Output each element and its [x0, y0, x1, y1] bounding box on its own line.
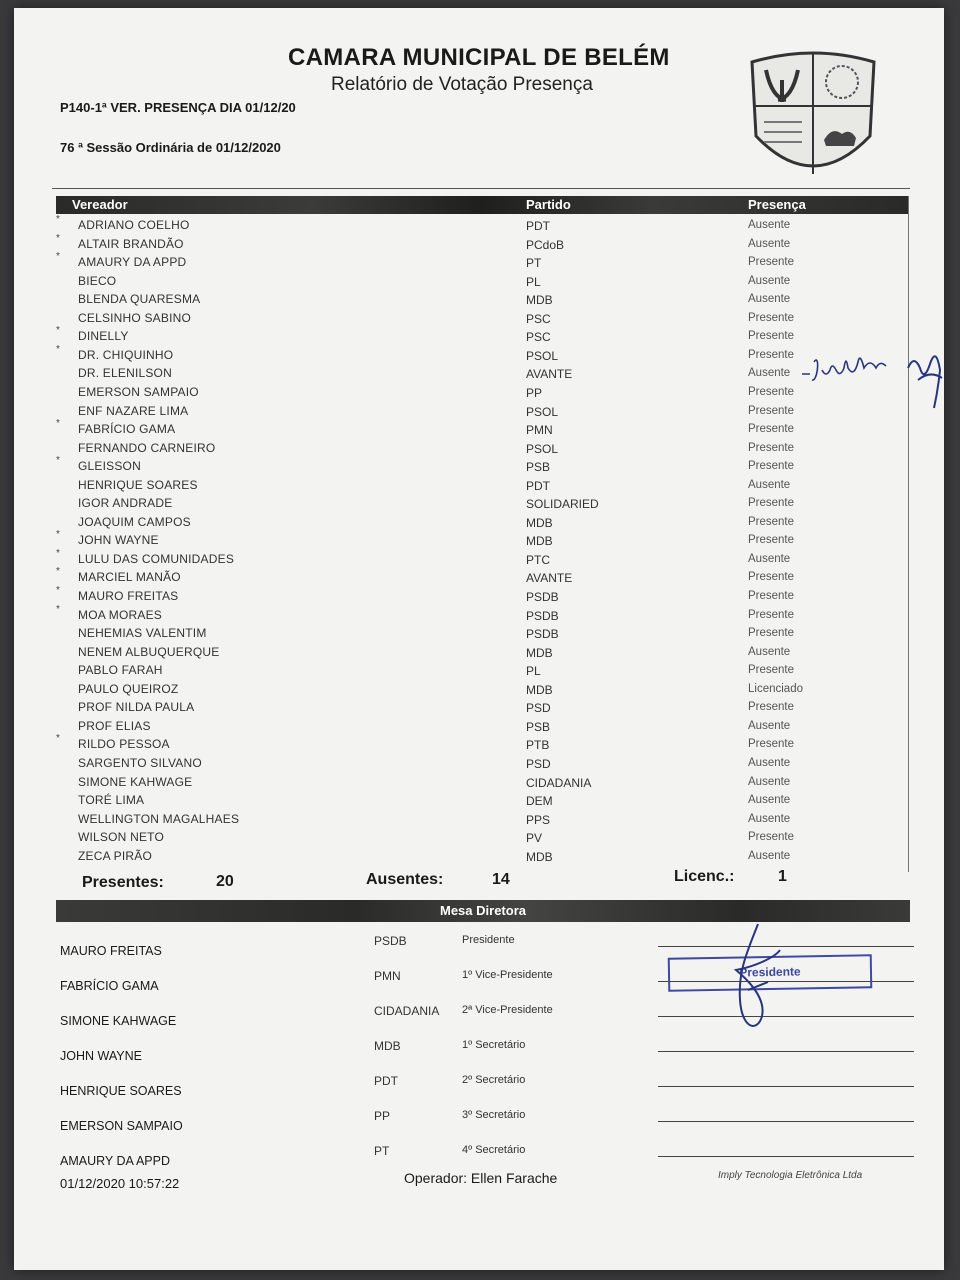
presence-status: Ausente	[748, 849, 791, 862]
party-cell: DEM	[526, 794, 553, 809]
presence-status: Presente	[748, 311, 795, 324]
table-row	[56, 420, 908, 438]
presence-status: Presente	[748, 404, 795, 417]
party-cell: SOLIDARIED	[526, 497, 599, 512]
party-cell: MDB	[526, 534, 553, 549]
vereador-name: FERNANDO CARNEIRO	[78, 440, 216, 455]
mesa-member-name: JOHN WAYNE	[60, 1049, 142, 1063]
party-cell: PSB	[526, 719, 551, 734]
table-row	[56, 457, 908, 475]
table-row	[56, 290, 908, 308]
presence-status: Ausente	[748, 552, 791, 565]
report-datetime: 01/12/2020 10:57:22	[60, 1176, 180, 1191]
ausentes-label: Ausentes:	[366, 871, 444, 888]
document-title: CAMARA MUNICIPAL DE BELÉM	[288, 44, 670, 71]
mesa-member-name: HENRIQUE SOARES	[60, 1084, 182, 1098]
presentes-count: 20	[216, 873, 234, 890]
presence-status: Presente	[748, 497, 795, 510]
row-marker: *	[56, 733, 60, 745]
mesa-member-party: PT	[374, 1144, 390, 1158]
mesa-member-party: PMN	[374, 969, 401, 983]
party-cell: PSC	[526, 311, 551, 326]
presence-status: Ausente	[748, 219, 791, 231]
table-row	[56, 364, 908, 382]
row-marker: *	[56, 603, 60, 615]
party-cell: PTB	[526, 738, 550, 753]
presence-status: Presente	[748, 701, 795, 714]
presence-status: Presente	[748, 385, 795, 398]
table-row	[56, 680, 908, 698]
vereador-name: NEHEMIAS VALENTIM	[78, 626, 207, 641]
row-marker: *	[56, 418, 60, 430]
presence-status: Presente	[748, 534, 795, 547]
vereador-name: NENEM ALBUQUERQUE	[78, 644, 220, 659]
party-cell: PSOL	[526, 348, 559, 363]
table-row	[56, 494, 908, 512]
party-cell: PL	[526, 274, 541, 289]
report-code: P140-1ª VER. PRESENÇA DIA 01/12/20	[60, 100, 296, 115]
party-cell: PL	[526, 664, 541, 679]
table-row	[56, 717, 908, 735]
vereador-name: ENF NAZARE LIMA	[78, 403, 189, 418]
president-stamp: Presidente	[668, 954, 873, 992]
presence-status: Presente	[748, 608, 795, 621]
presence-status: Presente	[748, 627, 795, 640]
party-cell: PSB	[526, 460, 551, 475]
vereador-name: PAULO QUEIROZ	[78, 681, 179, 696]
presence-status: Ausente	[748, 719, 791, 732]
party-cell: PDT	[526, 478, 550, 493]
operator-name: Operador: Ellen Farache	[404, 1170, 558, 1186]
presence-status: Ausente	[748, 274, 791, 287]
totals-bar	[60, 868, 912, 896]
presence-status: Presente	[748, 738, 795, 751]
session-title: 76 ª Sessão Ordinária de 01/12/2020	[60, 140, 281, 155]
vereador-name: DR. ELENILSON	[78, 366, 172, 381]
mesa-member-role: 1º Secretário	[462, 1039, 526, 1051]
vereador-name: WELLINGTON MAGALHAES	[78, 811, 240, 826]
mesa-member-role: 4º Secretário	[462, 1144, 526, 1156]
presence-status: Ausente	[748, 775, 791, 788]
mesa-member-role: 1º Vice-Presidente	[462, 969, 553, 981]
vereador-name: EMERSON SAMPAIO	[78, 384, 199, 399]
row-marker: *	[56, 343, 60, 355]
table-right-rule	[908, 196, 909, 872]
party-cell: PSDB	[526, 590, 559, 604]
presence-status: Presente	[748, 664, 795, 677]
signature-line	[658, 1121, 914, 1122]
table-row	[56, 272, 908, 290]
vereador-name: ALTAIR BRANDÃO	[78, 236, 184, 251]
presence-status: Presente	[748, 256, 795, 269]
party-cell: CIDADANIA	[526, 775, 592, 790]
presence-status: Presente	[748, 831, 795, 844]
row-marker: *	[56, 529, 60, 541]
vereador-name: SIMONE KAHWAGE	[78, 774, 193, 789]
table-row	[56, 327, 908, 345]
handwritten-signature-icon	[718, 920, 788, 1040]
presence-status: Presente	[748, 423, 795, 436]
table-row	[56, 383, 908, 401]
signature-line	[658, 1156, 914, 1157]
presence-status: Presente	[748, 441, 795, 454]
party-cell: PSOL	[526, 441, 559, 456]
table-row	[56, 513, 908, 531]
table-row	[56, 476, 908, 494]
party-cell: MDB	[526, 849, 553, 864]
vereador-name: RILDO PESSOA	[78, 737, 170, 752]
party-cell: PSD	[526, 756, 551, 771]
mesa-member-name: AMAURY DA APPD	[60, 1154, 170, 1168]
presence-status: Licenciado	[748, 682, 803, 695]
party-cell: PT	[526, 256, 542, 271]
vereador-name: JOAQUIM CAMPOS	[78, 514, 191, 529]
column-header-vereador: Vereador	[72, 197, 128, 212]
party-cell: PSDB	[526, 608, 559, 623]
table-row	[56, 735, 908, 753]
vereador-name: DINELLY	[78, 329, 129, 344]
table-row	[56, 754, 908, 772]
party-cell: PP	[526, 385, 543, 400]
vendor-credit: Imply Tecnologia Eletrônica Ltda	[718, 1170, 863, 1181]
signature-line	[658, 1086, 914, 1087]
mesa-member-name: EMERSON SAMPAIO	[60, 1119, 183, 1133]
presence-status: Presente	[748, 515, 795, 528]
mesa-member-role: Presidente	[462, 934, 515, 946]
table-row	[56, 810, 908, 828]
vereador-name: MOA MORAES	[78, 607, 163, 622]
signature-line	[658, 1051, 914, 1052]
vereador-name: WILSON NETO	[78, 830, 164, 845]
table-row	[56, 343, 908, 364]
presence-status: Ausente	[748, 794, 791, 807]
row-marker: *	[56, 325, 60, 337]
vereador-name: BIECO	[78, 273, 117, 288]
mesa-member-party: PSDB	[374, 934, 407, 948]
party-cell: PSDB	[526, 627, 559, 642]
presence-status: Presente	[748, 590, 795, 602]
party-cell: PV	[526, 831, 543, 846]
table-row	[56, 568, 908, 586]
table-row	[56, 587, 908, 605]
row-marker: *	[56, 547, 60, 559]
table-row	[56, 791, 908, 809]
party-cell: AVANTE	[526, 571, 573, 586]
vereador-name: TORÉ LIMA	[78, 793, 145, 808]
party-cell: PPS	[526, 812, 551, 827]
mesa-member-name: FABRÍCIO GAMA	[60, 979, 159, 993]
vereador-name: ADRIANO COELHO	[78, 218, 190, 232]
vereador-name: MAURO FREITAS	[78, 589, 179, 603]
vereador-name: MARCIEL MANÃO	[78, 570, 181, 585]
coat-of-arms-icon	[742, 46, 884, 186]
vereador-name: PROF ELIAS	[78, 718, 151, 733]
table-row	[56, 773, 908, 791]
vereador-name: HENRIQUE SOARES	[78, 477, 198, 492]
party-cell: PSOL	[526, 404, 559, 419]
table-row	[56, 309, 908, 327]
vereador-name: SARGENTO SILVANO	[78, 755, 202, 770]
row-marker: *	[56, 214, 60, 225]
presence-status: Ausente	[748, 756, 791, 769]
party-cell: PMN	[526, 423, 553, 438]
presence-status: Presente	[748, 330, 795, 343]
presentes-label: Presentes:	[82, 874, 164, 891]
column-header-presenca: Presença	[748, 197, 806, 212]
mesa-diretora-header: Mesa Diretora	[56, 900, 910, 922]
attendance-table-header	[56, 196, 908, 214]
table-row	[56, 232, 908, 253]
vereador-name: GLEISSON	[78, 459, 141, 474]
vereador-name: PROF NILDA PAULA	[78, 700, 195, 715]
table-row	[56, 547, 908, 568]
mesa-member-row	[56, 1074, 916, 1108]
party-cell: MDB	[526, 682, 553, 697]
party-cell: MDB	[526, 645, 553, 660]
party-cell: MDB	[526, 515, 553, 530]
vereador-name: AMAURY DA APPD	[78, 255, 187, 270]
vereador-name: JOHN WAYNE	[78, 533, 159, 548]
document-subtitle: Relatório de Votação Presença	[331, 74, 593, 95]
table-top-rule	[52, 188, 910, 189]
table-row	[56, 828, 908, 846]
vereador-name: CELSINHO SABINO	[78, 310, 192, 325]
mesa-member-name: SIMONE KAHWAGE	[60, 1014, 177, 1028]
mesa-member-role: 3º Secretário	[462, 1109, 526, 1121]
table-row	[56, 402, 908, 420]
presence-status: Ausente	[748, 812, 791, 825]
table-row	[56, 698, 908, 716]
mesa-member-row	[56, 1109, 916, 1143]
presence-status: Presente	[748, 571, 795, 584]
presence-status: Presente	[748, 460, 795, 473]
presence-status: Ausente	[748, 478, 791, 491]
presence-status: Presente	[748, 348, 795, 361]
vereador-name: PABLO FARAH	[78, 663, 163, 678]
mesa-member-party: CIDADANIA	[374, 1004, 440, 1018]
party-cell: PCdoB	[526, 237, 565, 252]
table-row	[56, 624, 908, 642]
licenc-count: 1	[778, 868, 787, 885]
mesa-member-role: 2ª Vice-Presidente	[462, 1004, 553, 1016]
row-marker: *	[56, 566, 60, 578]
row-marker: *	[56, 251, 60, 263]
column-header-partido: Partido	[526, 197, 571, 212]
table-row	[56, 603, 908, 624]
vereador-name: ZECA PIRÃO	[78, 848, 153, 863]
mesa-member-party: PP	[374, 1109, 391, 1123]
table-row	[56, 661, 908, 679]
row-marker: *	[56, 232, 60, 244]
presence-status: Ausente	[748, 237, 791, 250]
party-cell: MDB	[526, 293, 553, 308]
party-cell: PSC	[526, 330, 551, 345]
table-row	[56, 847, 908, 865]
row-marker: *	[56, 455, 60, 467]
ausentes-count: 14	[492, 871, 510, 888]
mesa-member-row	[56, 1039, 916, 1073]
vereador-name: DR. CHIQUINHO	[78, 347, 174, 362]
party-cell: PTC	[526, 552, 550, 567]
licenc-label: Licenc.:	[674, 868, 735, 885]
handwritten-justificado-note-icon	[800, 340, 950, 410]
party-cell: PSD	[526, 701, 551, 716]
vereador-name: BLENDA QUARESMA	[78, 292, 201, 307]
vereador-name: LULU DAS COMUNIDADES	[78, 551, 235, 566]
table-row	[56, 531, 908, 549]
mesa-member-party: PDT	[374, 1074, 398, 1088]
table-row	[56, 439, 908, 457]
table-row	[56, 216, 908, 234]
party-cell: AVANTE	[526, 367, 573, 382]
row-marker: *	[56, 585, 60, 596]
mesa-member-party: MDB	[374, 1039, 401, 1053]
presence-status: Ausente	[748, 293, 791, 306]
vereador-name: FABRÍCIO GAMA	[78, 422, 176, 437]
presence-status: Ausente	[748, 367, 791, 380]
mesa-member-name: MAURO FREITAS	[60, 944, 162, 958]
mesa-member-role: 2º Secretário	[462, 1074, 526, 1086]
presence-status: Ausente	[748, 645, 791, 658]
vereador-name: IGOR ANDRADE	[78, 496, 173, 511]
table-row	[56, 643, 908, 661]
party-cell: PDT	[526, 219, 550, 233]
table-row	[56, 253, 908, 271]
